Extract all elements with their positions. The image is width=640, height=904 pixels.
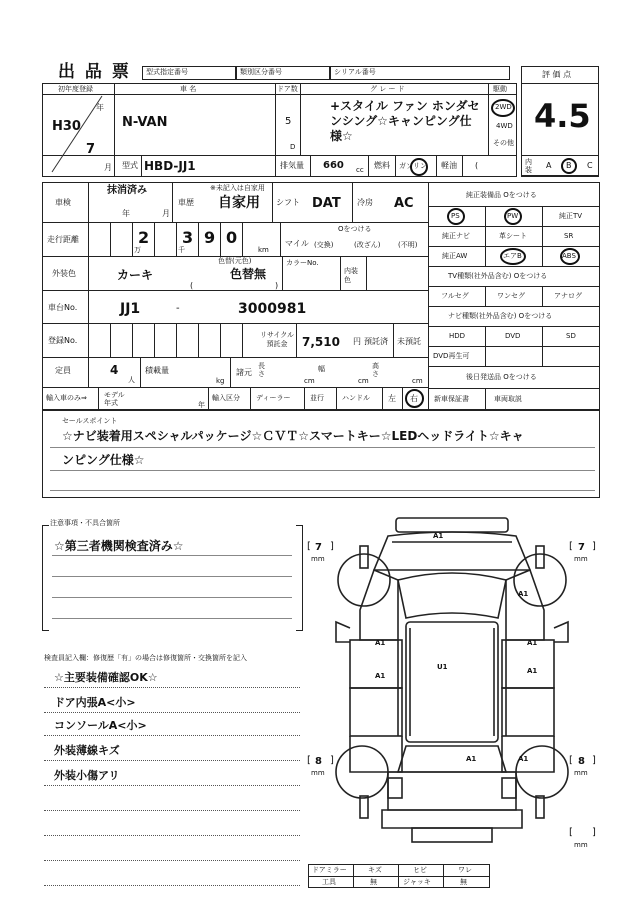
odo-modified: (改ざん) [354, 241, 381, 249]
fuel-diesel: 軽油 [441, 161, 457, 170]
shift-label: シフト [276, 198, 300, 207]
chassis-prefix: JJ1 [120, 301, 141, 317]
damage-mark-roof: U1 [437, 663, 448, 671]
fuel-gasoline-circle [410, 158, 428, 176]
sales-points-label: セールスポイント [62, 417, 118, 425]
capacity-unit: 人 [128, 376, 135, 384]
damage-mark-rear: A1 [466, 755, 477, 763]
model-cert-label: 型式指定番号 [146, 68, 188, 76]
dvd-playback-label: DVD再生可 [433, 352, 470, 360]
recycle-unit: 円 [353, 337, 361, 346]
interior-grade-a: A [546, 161, 552, 170]
odo-note: Oをつける [338, 225, 372, 233]
tread-rl-unit: mm [311, 769, 325, 777]
shaken-value: 抹消済み [107, 185, 147, 196]
serial-label: シリアル番号 [334, 68, 376, 76]
month-unit: 月 [104, 163, 112, 172]
fuel-label: 燃料 [374, 161, 390, 170]
height-label: 高さ [372, 362, 379, 378]
grade-value: +スタイル ファン ホンダセンシング☆キャンピング仕様☆ [330, 99, 480, 143]
footer-jack-value: 無 [460, 878, 467, 886]
height-unit: cm [412, 377, 423, 385]
length-label: 長さ [258, 362, 265, 378]
recolor-value: 色替無 [230, 267, 267, 281]
handle-right: 右 [410, 394, 418, 403]
model-label: 型式 [122, 161, 138, 170]
tread-fl-bracket-r: ] [330, 541, 334, 552]
category-label: 類別区分番号 [240, 68, 282, 76]
equip-airbag: エアB [503, 252, 522, 260]
year-unit: 年 [96, 103, 104, 112]
inspector-line-2: ドア内張A<小> [54, 696, 136, 709]
new-warranty: 新車保証書 [434, 395, 469, 403]
score-value: 4.5 [534, 97, 591, 135]
odo-exchange: (交換) [314, 241, 334, 249]
footer-scratch: キズ [368, 866, 382, 874]
interior-label: 内装 [525, 158, 532, 174]
usage-label: 車歴 [178, 198, 194, 207]
name-label: 車 名 [180, 85, 197, 93]
import-label: 輸入車のみ⇒ [46, 394, 87, 402]
load-label: 積載量 [145, 366, 169, 375]
model-value: HBD-JJ1 [144, 159, 196, 173]
width-unit: cm [358, 377, 369, 385]
tread-rl-bracket-l: [ [307, 755, 311, 766]
tread-fr-unit: mm [574, 555, 588, 563]
capacity-label: 定員 [55, 366, 71, 375]
equipment-title: 純正装備品 Oをつける [466, 191, 537, 199]
usage-value: 自家用 [218, 195, 260, 211]
first-reg-label: 初年度登録 [58, 85, 93, 93]
aftermarket-title: 後日発送品 Oをつける [466, 373, 537, 381]
usage-note: ※未記入は自家用 [210, 184, 265, 192]
equip-sr: SR [564, 232, 574, 240]
footer-break: ワレ [458, 866, 472, 874]
recolor-paren-r: ) [275, 281, 279, 290]
odo-unknown: (不明) [398, 241, 418, 249]
tv-title: TV種類(社外品含む) Oをつける [448, 272, 548, 280]
equip-pw: PW [507, 212, 519, 220]
chassis-label: 車台No. [48, 303, 78, 312]
drive-label: 駆動 [493, 85, 507, 93]
mile-label: マイル [285, 239, 309, 248]
mileage-digit-2: 2 [138, 228, 150, 247]
navi-sd: SD [566, 332, 576, 340]
width-label: 幅 [318, 365, 325, 373]
tread-rl: 8 [315, 756, 322, 767]
footer-mirror: ドアミラー [312, 866, 347, 874]
color-value: カーキ [117, 268, 154, 282]
model-year-label: モデル年式 [104, 391, 125, 407]
displacement-value: 660 [323, 160, 344, 171]
inspector-line-3: コンソールA<小> [54, 719, 147, 732]
fuel-paren: ( [475, 161, 479, 170]
capacity-value: 4 [110, 363, 119, 377]
mileage-digit-4: 3 [182, 228, 194, 247]
length-unit: cm [304, 377, 315, 385]
footer-jack: ジャッキ [403, 878, 431, 886]
shaken-year-unit: 年 [122, 209, 130, 218]
shaken-month-unit: 月 [162, 209, 170, 218]
equip-leather: 革シート [499, 232, 527, 240]
damage-mark-front-right: A1 [518, 590, 529, 598]
handle-left: 左 [388, 394, 396, 403]
doors-label: ドア数 [277, 85, 298, 93]
recycle-not: 未預託 [397, 337, 421, 346]
equip-abs: ABS [562, 252, 576, 260]
mileage-sen: 千 [178, 246, 185, 254]
notes-label: 注意事項・不具合箇所 [50, 519, 120, 527]
chassis-dash: - [176, 303, 180, 314]
tv-analog: アナログ [554, 292, 582, 300]
fuel-gasoline: ガソリン [399, 162, 427, 170]
damage-mark-door-fl: A1 [375, 639, 386, 647]
drive-other: その他 [493, 139, 514, 147]
recolor-paren-l: ( [190, 281, 194, 290]
shaken-label: 車検 [55, 198, 71, 207]
tread-fl-unit: mm [311, 555, 325, 563]
navi-hdd: HDD [449, 332, 466, 340]
footer-crack: ヒビ [413, 866, 427, 874]
dims-label: 諸元 [236, 368, 252, 377]
drive-4wd: 4WD [496, 122, 513, 130]
navi-dvd: DVD [505, 332, 521, 340]
footer-tools-value: 無 [370, 878, 377, 886]
tread-rr-unit: mm [574, 769, 588, 777]
car-damage-diagram [300, 510, 600, 870]
import-type-label: 輸入区分 [212, 394, 240, 402]
inspector-line-4: 外装薄線キズ [54, 744, 120, 757]
recolor-label: 色替(元色) [218, 257, 252, 265]
reg-month: 7 [86, 142, 96, 157]
doors-value: 5 [285, 116, 292, 127]
shift-value: DAT [312, 196, 341, 211]
reg-year: H30 [52, 119, 81, 134]
vehicle-manual: 車両取説 [494, 395, 522, 403]
mileage-digit-5: 9 [204, 228, 216, 247]
tread-rl-bracket-r: ] [330, 755, 334, 766]
inspector-label: 検査員記入欄：修復歴「有」の場合は修復箇所・交換箇所を記入 [44, 654, 247, 662]
color-label: 外装色 [52, 269, 76, 278]
tread-fr: 7 [578, 542, 585, 553]
interior-color-label: 内装色 [344, 267, 358, 284]
displacement-label: 排気量 [280, 161, 304, 170]
inspector-line-1: ☆主要装備確認OK☆ [54, 671, 158, 684]
mileage-km: km [258, 246, 269, 254]
interior-grade-b: B [566, 161, 572, 170]
score-label: 評 価 点 [542, 70, 572, 79]
recycle-deposited: 預託済 [364, 337, 388, 346]
sales-points-line-2: ンピング仕様☆ [62, 453, 145, 467]
mileage-digit-6: 0 [226, 228, 238, 247]
tread-fr-bracket-r: ] [592, 541, 596, 552]
navi-title: ナビ種類(社外品含む) Oをつける [448, 312, 553, 320]
notes-line-1: ☆第三者機関検査済み☆ [54, 539, 184, 553]
tread-fl-bracket-l: [ [307, 541, 311, 552]
inspector-line-5: 外装小傷アリ [54, 769, 120, 782]
model-year-unit: 年 [198, 401, 205, 409]
equip-aw: 純正AW [442, 252, 468, 260]
damage-mark-door-rr: A1 [527, 667, 538, 675]
sales-points-line-1: ☆ナビ装着用スペシャルパッケージ☆ＣＶＴ☆スマートキー☆LEDヘッドライト☆キャ [62, 429, 524, 443]
tread-rr-bracket-l: [ [569, 755, 573, 766]
chassis-number: 3000981 [238, 301, 307, 317]
mileage-man: 万 [134, 246, 141, 254]
tv-fullseg: フルセグ [441, 292, 469, 300]
equip-tv: 純正TV [559, 212, 583, 220]
load-unit: kg [216, 377, 225, 385]
import-dealer: ディーラー [256, 394, 291, 402]
damage-mark-door-rl: A1 [375, 672, 386, 680]
tread-rr-bracket-r: ] [592, 755, 596, 766]
color-no-label: カラーNo. [286, 259, 319, 267]
footer-tools: 工具 [322, 878, 336, 886]
cooler-label: 冷房 [357, 198, 373, 207]
spare-tread-unit: mm [574, 841, 588, 849]
damage-mark-hood: A1 [433, 532, 444, 540]
recycle-label: リサイクル預託金 [259, 331, 295, 348]
vehicle-name: N-VAN [122, 115, 168, 130]
interior-grade-c: C [587, 161, 593, 170]
import-parallel: 並行 [310, 394, 324, 402]
damage-mark-door-fr: A1 [527, 639, 538, 647]
document-title: 出 品 票 [58, 62, 131, 82]
tread-fr-bracket-l: [ [569, 541, 573, 552]
displacement-unit: cc [356, 166, 364, 174]
equip-ps: PS [451, 212, 460, 220]
tv-oneseg: ワンセグ [497, 292, 525, 300]
recycle-amount: 7,510 [302, 335, 340, 349]
doors-suffix: D [290, 143, 296, 151]
grade-label: グ レ ー ド [370, 85, 405, 93]
tread-rr: 8 [578, 756, 585, 767]
tread-fl: 7 [315, 542, 322, 553]
handle-label: ハンドル [342, 394, 370, 402]
drive-2wd: 2WD [495, 103, 512, 111]
equip-navi: 純正ナビ [442, 232, 470, 240]
damage-mark-rear-right: A1 [518, 755, 529, 763]
mileage-label: 走行距離 [47, 235, 79, 244]
cooler-value: AC [394, 196, 414, 211]
reg-no-label: 登録No. [48, 336, 78, 345]
